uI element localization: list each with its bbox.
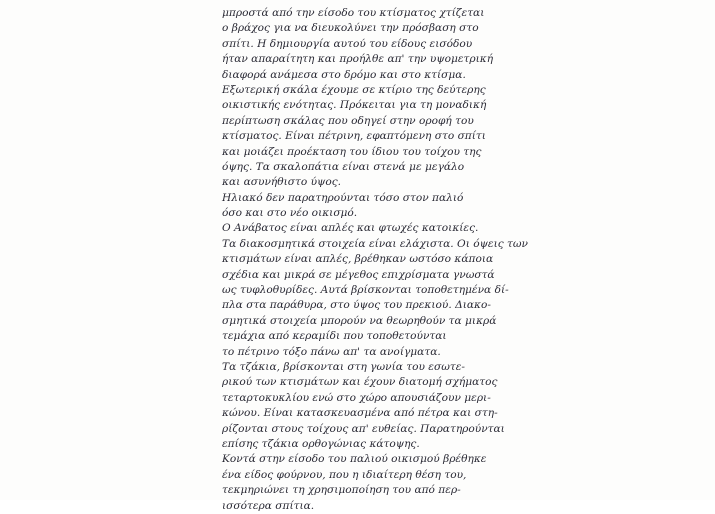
text-line: το πέτρινο τόξο πάνω απ' τα ανοίγματα.	[222, 345, 441, 358]
text-line: σμητικά στοιχεία μπορούν να θεωρηθούν τα μικρά	[222, 314, 497, 327]
text-line: ισσότερα σπίτια.	[222, 499, 315, 512]
text-line: Ηλιακό δεν παρατηρούνται τόσο στον παλιό	[222, 191, 464, 204]
text-line: επίσης τζάκια ορθογώνιας κάτοψης.	[222, 437, 420, 450]
text-line: κτισμάτων είναι απλές, βρέθηκαν ωστόσο κάποια	[222, 253, 494, 266]
text-line: σπίτι. Η δημιουργία αυτού του είδους εισόδου	[222, 37, 473, 50]
text-line: Κοντά στην είσοδο του παλιού οικισμού βρέθηκε	[222, 453, 487, 466]
text-line: Τα τζάκια, βρίσκονται στη γωνία του εσωτε-	[222, 360, 465, 373]
text-line: ως τυφλοθυρίδες. Αυτά βρίσκονται τοποθετημένα δί-	[222, 284, 509, 297]
text-line: Ο Ανάβατος είναι απλές και φτωχές κατοικίες.	[222, 222, 479, 235]
text-line: Τα διακοσμητικά στοιχεία είναι ελάχιστα. Οι όψεις των	[222, 237, 528, 250]
text-line: Εξωτερική σκάλα έχουμε σε κτίριο της δεύτερης	[222, 83, 486, 96]
text-line: οικιστικής ενότητας. Πρόκειται για τη μοναδική	[222, 99, 487, 112]
text-line: σχέδια και μικρά σε μέγεθος επιχρίσματα γνωστά	[222, 268, 495, 281]
text-line: μπροστά από την είσοδο του κτίσματος χτίζεται	[222, 7, 485, 19]
text-line: ρίζονται στους τοίχους απ' ευθείας. Παρατηρούνται	[222, 422, 505, 435]
text-line: ο βράχος για να διευκολύνει την πρόσβαση στο	[222, 22, 479, 35]
text-line: και ασυνήθιστο ύψος.	[222, 176, 342, 189]
text-line: όσο και στο νέο οικισμό.	[222, 207, 358, 220]
text-line: περίπτωση σκάλας που οδηγεί στην οροφή του	[222, 114, 474, 127]
text-line: κώνου. Είναι κατασκευασμένα από πέτρα και στη-	[222, 407, 498, 420]
text-line: κτίσματος. Είναι πέτρινη, εφαπτόμενη στο σπίτι	[222, 130, 486, 143]
text-line: τεμάχια από κεραμίδι που τοποθετούνται	[222, 330, 447, 343]
text-line: πλα στα παράθυρα, στο ύψος του πρεκιού. Διακο-	[222, 299, 491, 312]
handwritten-text-block	[222, 6, 528, 514]
text-line: διαφορά ανάμεσα στο δρόμο και στο κτίσμα.	[222, 68, 466, 81]
text-line: ρικού των κτισμάτων και έχουν διατομή σχήματος	[222, 376, 498, 389]
text-line: τεταρτοκυκλίου ενώ στο χώρο απουσιάζουν μερι-	[222, 391, 491, 404]
text-line: και μοιάζει προέκταση του ίδιου του τοίχου της	[222, 145, 482, 158]
text-line: τεκμηριώνει τη χρησιμοποίηση του από περ-	[222, 484, 461, 497]
text-line: ήταν απαραίτητη και προήλθε απ' την υψομετρική	[222, 53, 494, 66]
text-line: ένα είδος φούρνου, που η ιδιαίτερη θέση του,	[222, 468, 467, 481]
text-line: όψης. Τα σκαλοπάτια είναι στενά με μεγάλο	[222, 160, 465, 173]
